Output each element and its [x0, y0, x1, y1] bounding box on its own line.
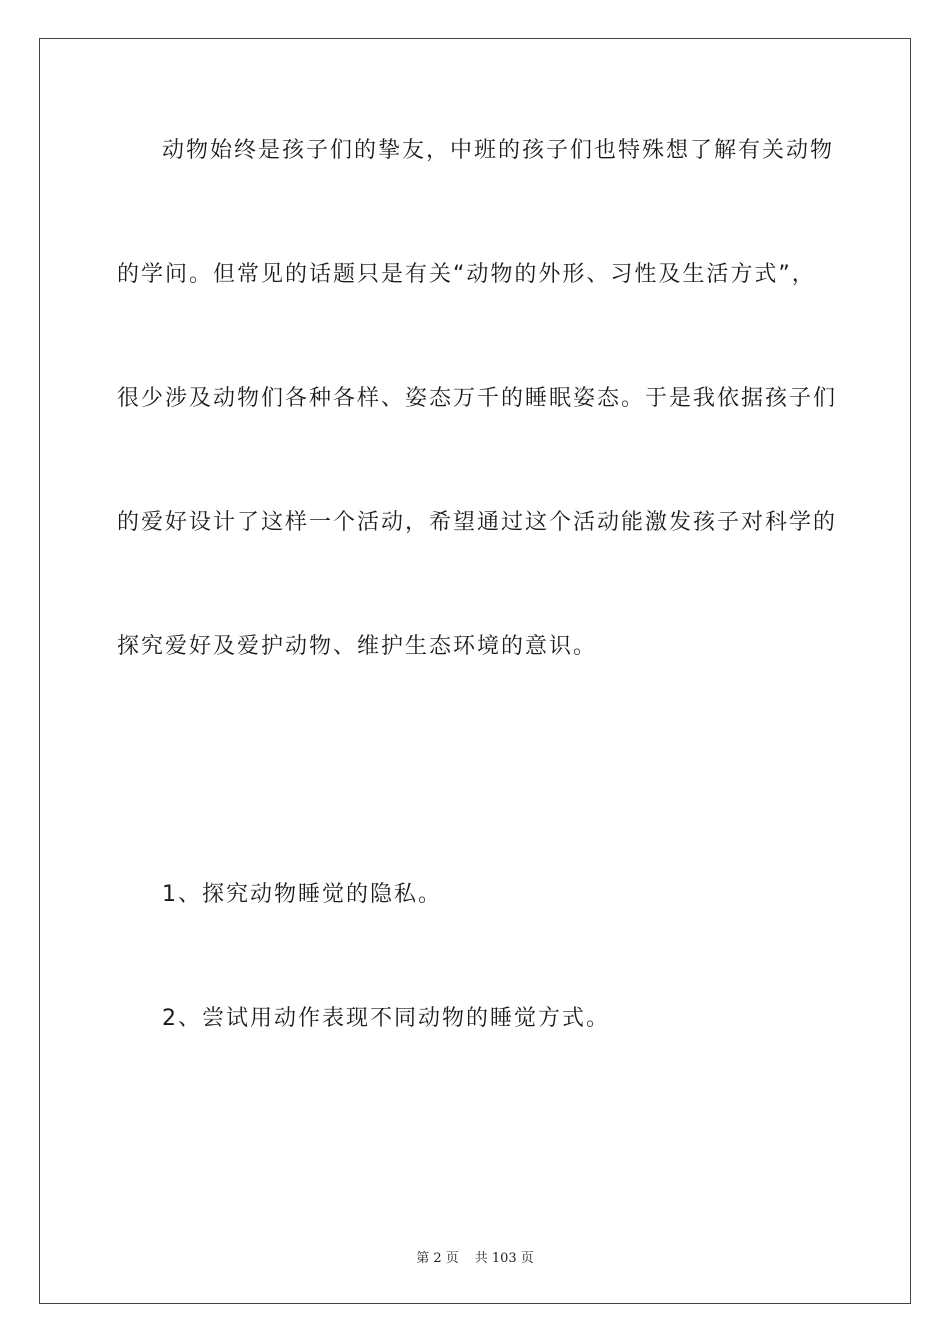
paragraph-line: 的学问。但常见的话题只是有关“动物的外形、习性及生活方式”，	[117, 262, 816, 287]
paragraph-line: 动物始终是孩子们的挚友，中班的孩子们也特殊想了解有关动物	[162, 138, 835, 163]
page-footer	[0, 1247, 950, 1266]
page-border	[39, 38, 911, 1304]
paragraph-line: 很少涉及动物们各种各样、姿态万千的睡眠姿态。于是我依据孩子们	[117, 386, 838, 411]
page-total: 共 103 页	[474, 1251, 534, 1266]
paragraph-line: 探究爱好及爱护动物、维护生态环境的意识。	[117, 634, 598, 659]
goal-item: 2、尝试用动作表现不同动物的睡觉方式。	[162, 1006, 610, 1031]
paragraph-line: 的爱好设计了这样一个活动，希望通过这个活动能激发孩子对科学的	[117, 510, 838, 535]
goal-item: 1、探究动物睡觉的隐私。	[162, 882, 442, 907]
page-number: 第 2 页	[416, 1251, 459, 1266]
